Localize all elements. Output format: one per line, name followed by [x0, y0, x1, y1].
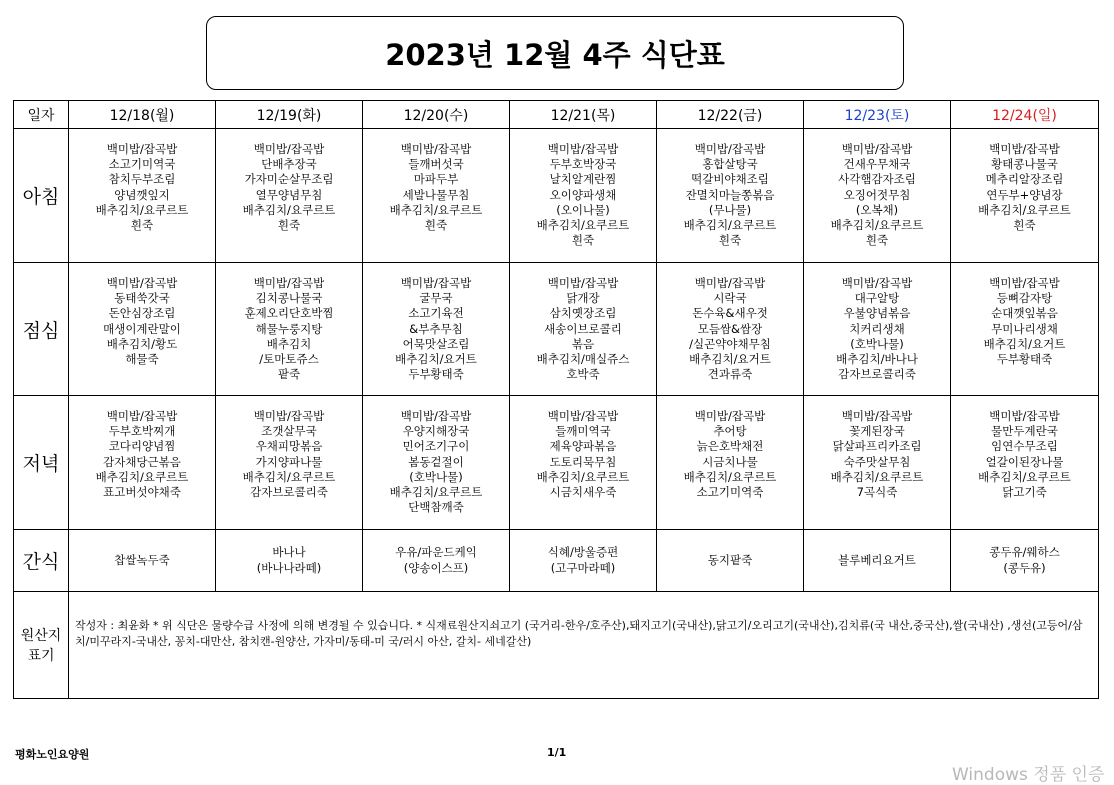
menu-cell [657, 396, 804, 530]
snack-item: 콩두유/웨하스 [989, 545, 1060, 560]
menu-item: /토마토쥬스 [259, 352, 319, 367]
menu-item: 볶음 [571, 336, 595, 351]
menu-item: 숙주맛살무침 [843, 454, 911, 469]
snack-cell [363, 530, 510, 592]
menu-cell [510, 129, 657, 263]
menu-item: 백미밥/잡곡밥 [841, 142, 913, 156]
menu-item: 도토리묵무침 [549, 454, 617, 469]
menu-item: 배추김치/요쿠르트 [536, 218, 630, 233]
menu-item: 등뼈감자탕 [996, 291, 1053, 306]
menu-item: 열무양념무침 [255, 187, 323, 202]
menu-item: 사각햄감자조림 [838, 172, 916, 187]
snack-item: (양송이스프) [403, 560, 469, 575]
menu-item: 가자미순살무조림 [244, 172, 334, 187]
meal-label-dinner: 저녁 [14, 396, 69, 530]
menu-item: 백미밥/잡곡밥 [547, 142, 619, 156]
menu-item: 두부황태죽 [408, 367, 464, 382]
menu-cell [363, 263, 510, 396]
snack-item: 동지팥죽 [707, 552, 753, 567]
origin-label: 원산지 표기 [14, 592, 69, 699]
menu-item: /실곤약야채무침 [689, 336, 771, 351]
snack-item: (콩두유) [1003, 560, 1046, 575]
menu-item: 백미밥/잡곡밥 [989, 276, 1060, 290]
snack-item: 우유/파운드케익 [395, 545, 477, 560]
menu-item: 닭개장 [566, 291, 600, 306]
menu-item: 동태쑥갓국 [114, 291, 170, 306]
menu-item: 봄동겉절이 [408, 454, 464, 469]
snack-item: (바나나라떼) [256, 560, 322, 575]
menu-item: 배추김치/요거트 [983, 336, 1066, 351]
menu-cell [510, 396, 657, 530]
menu-item: 떡갈비야채조림 [691, 172, 769, 187]
menu-cell [216, 129, 363, 263]
menu-item: 백미밥/잡곡밥 [253, 276, 325, 290]
menu-item: 메추리알장조림 [985, 172, 1064, 187]
snack-item: 바나나 [272, 545, 306, 560]
menu-item: 흰죽 [865, 233, 889, 248]
menu-item: (오이나물) [556, 202, 610, 217]
menu-item: 배추김치/요쿠르트 [978, 202, 1071, 217]
menu-cell [804, 129, 951, 263]
meal-row-lunch [14, 263, 1099, 396]
menu-item: 백미밥/잡곡밥 [694, 276, 766, 290]
menu-cell [363, 129, 510, 263]
menu-item: 배추김치/요쿠르트 [830, 218, 924, 233]
menu-item: 민어조기구이 [402, 439, 470, 454]
menu-item: 백미밥/잡곡밥 [106, 276, 178, 290]
menu-item: 조갯살무국 [261, 424, 317, 439]
menu-item: 배추김치/바나나 [836, 352, 918, 367]
menu-item: 우양지해장국 [402, 424, 470, 439]
origin-text: 작성자 : 최윤화 * 위 식단은 물량수급 사정에 의해 변경될 수 있습니다. * 식재료원산지쇠고기 (국거리-한우/호주산),돼지고기(국내산),닭고기/오리고기(국내산),김치류(국 내산,중국산),쌀(국내산) ,생선(고등어/삼치/미꾸라지-국내산, 꽁치-대만산, 참치캔-원양산, 가자미/동태-미 국/러시 아산, 갈치- 세네갈산) [69, 592, 1099, 699]
menu-item: 들깨미역국 [555, 424, 611, 439]
menu-item: 코다리양념찜 [108, 439, 176, 454]
menu-item: 순대깻잎볶음 [991, 306, 1058, 321]
meal-label-breakfast: 아침 [14, 129, 69, 263]
menu-item: 소고기미역국 [108, 157, 176, 172]
menu-item: 해물누룽지탕 [255, 321, 323, 336]
snack-item: 블루베리요거트 [838, 552, 916, 567]
menu-item: 배추김치/요쿠르트 [95, 469, 189, 484]
menu-item: 시금치새우죽 [549, 485, 617, 500]
menu-cell [69, 396, 216, 530]
menu-item: 백미밥/잡곡밥 [841, 276, 913, 290]
menu-item: 돈수육&새우젓 [692, 306, 768, 321]
day-header-thu: 12/21(목) [510, 101, 657, 129]
menu-item: 백미밥/잡곡밥 [400, 276, 472, 290]
menu-item: 굴무국 [419, 291, 453, 306]
menu-item: 백미밥/잡곡밥 [989, 142, 1060, 156]
menu-item: 배추김치/매실쥬스 [536, 352, 630, 367]
menu-item: 팥죽 [277, 367, 301, 382]
menu-item: 양념깻잎지 [114, 187, 170, 202]
menu-item: 배추김치 [266, 336, 312, 351]
menu-item: 흰죽 [571, 233, 595, 248]
menu-item: 흰죽 [277, 218, 301, 233]
snack-cell [951, 530, 1099, 592]
menu-cell [804, 396, 951, 530]
menu-item: 흰죽 [1013, 218, 1036, 233]
menu-item: 소고기육전 [408, 306, 464, 321]
day-header-mon: 12/18(월) [69, 101, 216, 129]
menu-item: 닭살파프리카조림 [832, 439, 922, 454]
menu-cell [804, 263, 951, 396]
menu-item: 단배추장국 [261, 157, 317, 172]
menu-item: 두부호박장국 [549, 157, 617, 172]
menu-item: 배추김치/요쿠르트 [389, 202, 483, 217]
menu-item: 감자채당근볶음 [103, 454, 181, 469]
date-header-label: 일자 [14, 101, 69, 129]
menu-item: 삼치옛장조림 [549, 306, 617, 321]
menu-item: 마파두부 [413, 172, 459, 187]
menu-item: 세발나물무침 [402, 187, 470, 202]
menu-item: 배추김치/요쿠르트 [95, 202, 189, 217]
menu-cell [951, 129, 1099, 263]
menu-item: 흰죽 [130, 218, 154, 233]
page-number: 1/1 [547, 746, 567, 759]
menu-item: 우불양념볶음 [843, 306, 911, 321]
menu-item: (무나물) [708, 202, 752, 217]
menu-cell [363, 396, 510, 530]
page-title: 2023년 12월 4주 식단표 [206, 16, 904, 90]
menu-item: 물만두계란국 [991, 424, 1058, 439]
menu-item: 어묵맛살조림 [402, 336, 470, 351]
menu-item: 백미밥/잡곡밥 [841, 409, 913, 423]
menu-item: 모듬쌈&쌈장 [697, 321, 763, 336]
menu-item: 오이양파생채 [549, 187, 617, 202]
snack-cell [69, 530, 216, 592]
menu-cell [951, 396, 1099, 530]
snack-cell [510, 530, 657, 592]
menu-item: 단백참깨죽 [408, 500, 464, 515]
meal-row-breakfast [14, 129, 1099, 263]
menu-item: 백미밥/잡곡밥 [400, 142, 472, 156]
menu-item: 배추김치/황도 [106, 336, 178, 351]
menu-item: 잔멸치마늘쫑볶음 [685, 187, 775, 202]
menu-item: 돈안심장조림 [108, 306, 176, 321]
snack-label: 간식 [14, 530, 69, 592]
snack-cell [657, 530, 804, 592]
menu-item: &부추무침 [409, 321, 463, 336]
menu-item: 추어탕 [713, 424, 747, 439]
meal-row-dinner [14, 396, 1099, 530]
org-name: 평화노인요양원 [15, 748, 90, 761]
menu-item: 배추김치/요거트 [395, 352, 477, 367]
menu-item: 배추김치/요거트 [689, 352, 771, 367]
snack-cell [804, 530, 951, 592]
snack-item: (고구마라떼) [550, 560, 616, 575]
menu-item: 시금치나물 [702, 454, 758, 469]
menu-item: 홍합살탕국 [702, 157, 758, 172]
menu-item: 백미밥/잡곡밥 [253, 142, 325, 156]
menu-item: 배추김치/요쿠르트 [683, 469, 777, 484]
menu-item: 호박죽 [566, 367, 600, 382]
menu-item: 우채피망볶음 [255, 439, 323, 454]
menu-item: 배추김치/요쿠르트 [536, 469, 630, 484]
menu-item: 두부호박찌개 [108, 424, 176, 439]
menu-item: 얼갈이된장나물 [985, 454, 1064, 469]
menu-item: 꽃게된장국 [849, 424, 905, 439]
menu-item: 백미밥/잡곡밥 [253, 409, 325, 423]
menu-item: 참치두부조림 [108, 172, 176, 187]
menu-item: 배추김치/요쿠르트 [389, 485, 483, 500]
menu-item: 황태콩나물국 [991, 157, 1058, 172]
day-header-fri: 12/22(금) [657, 101, 804, 129]
menu-item: 배추김치/요쿠르트 [242, 202, 336, 217]
menu-cell [69, 263, 216, 396]
date-header-row [14, 101, 1099, 129]
menu-item: 배추김치/요쿠르트 [978, 469, 1071, 484]
day-header-wed: 12/20(수) [363, 101, 510, 129]
menu-item: 흰죽 [424, 218, 448, 233]
menu-cell [657, 263, 804, 396]
menu-item: 7곡식죽 [856, 485, 898, 500]
menu-item: 오징어젓무침 [843, 187, 911, 202]
menu-item: 두부황태죽 [996, 352, 1053, 367]
menu-item: (호박나물) [850, 336, 904, 351]
menu-item: 늙은호박채전 [696, 439, 764, 454]
menu-item: 백미밥/잡곡밥 [989, 409, 1060, 423]
menu-item: 무미나리생채 [991, 321, 1058, 336]
snack-item: 식혜/방울증편 [547, 545, 619, 560]
snack-cell [216, 530, 363, 592]
day-header-sat: 12/23(토) [804, 101, 951, 129]
menu-item: 백미밥/잡곡밥 [547, 276, 619, 290]
menu-item: 임연수무조림 [991, 439, 1058, 454]
menu-item: 김치콩나물국 [255, 291, 323, 306]
menu-item: 배추김치/요쿠르트 [830, 469, 924, 484]
menu-item: 견과류죽 [707, 367, 753, 382]
menu-item: 매생이계란말이 [103, 321, 181, 336]
snack-item: 찹쌀녹두죽 [114, 552, 170, 567]
menu-item: 표고버섯야채죽 [103, 485, 181, 500]
menu-item: 감자브로콜리죽 [250, 485, 328, 500]
day-header-sun: 12/24(일) [951, 101, 1099, 129]
menu-item: 치커리생채 [849, 321, 905, 336]
menu-item: 소고기미역죽 [696, 485, 764, 500]
menu-cell [657, 129, 804, 263]
menu-item: 흰죽 [718, 233, 742, 248]
menu-item: 들깨버섯국 [408, 157, 464, 172]
menu-item: (호박나물) [409, 469, 463, 484]
menu-item: 대구알탕 [854, 291, 900, 306]
menu-table [13, 100, 1099, 699]
menu-item: 해물죽 [125, 352, 159, 367]
menu-item: 제육양파볶음 [549, 439, 617, 454]
origin-row [14, 592, 1099, 699]
menu-item: 백미밥/잡곡밥 [106, 142, 178, 156]
day-header-tue: 12/19(화) [216, 101, 363, 129]
menu-item: 배추김치/요쿠르트 [683, 218, 777, 233]
menu-item: 가지양파나물 [255, 454, 323, 469]
meal-label-lunch: 점심 [14, 263, 69, 396]
menu-cell [69, 129, 216, 263]
menu-item: (오복채) [855, 202, 899, 217]
menu-item: 백미밥/잡곡밥 [400, 409, 472, 423]
menu-item: 백미밥/잡곡밥 [547, 409, 619, 423]
menu-cell [510, 263, 657, 396]
menu-item: 새송이브로콜리 [544, 321, 622, 336]
menu-cell [216, 263, 363, 396]
windows-activation-watermark: Windows 정품 인증 [952, 765, 1105, 785]
snack-row [14, 530, 1099, 592]
menu-item: 연두부+양념장 [986, 187, 1063, 202]
menu-item: 닭고기죽 [1002, 485, 1047, 500]
menu-item: 백미밥/잡곡밥 [106, 409, 178, 423]
menu-item: 배추김치/요쿠르트 [242, 469, 336, 484]
menu-item: 감자브로콜리죽 [838, 367, 916, 382]
menu-cell [216, 396, 363, 530]
menu-item: 건새우무채국 [843, 157, 911, 172]
menu-item: 날치알계란찜 [549, 172, 617, 187]
menu-cell [951, 263, 1099, 396]
menu-item: 시락국 [713, 291, 747, 306]
menu-item: 백미밥/잡곡밥 [694, 409, 766, 423]
menu-item: 백미밥/잡곡밥 [694, 142, 766, 156]
menu-item: 훈제오리단호박찜 [244, 306, 334, 321]
